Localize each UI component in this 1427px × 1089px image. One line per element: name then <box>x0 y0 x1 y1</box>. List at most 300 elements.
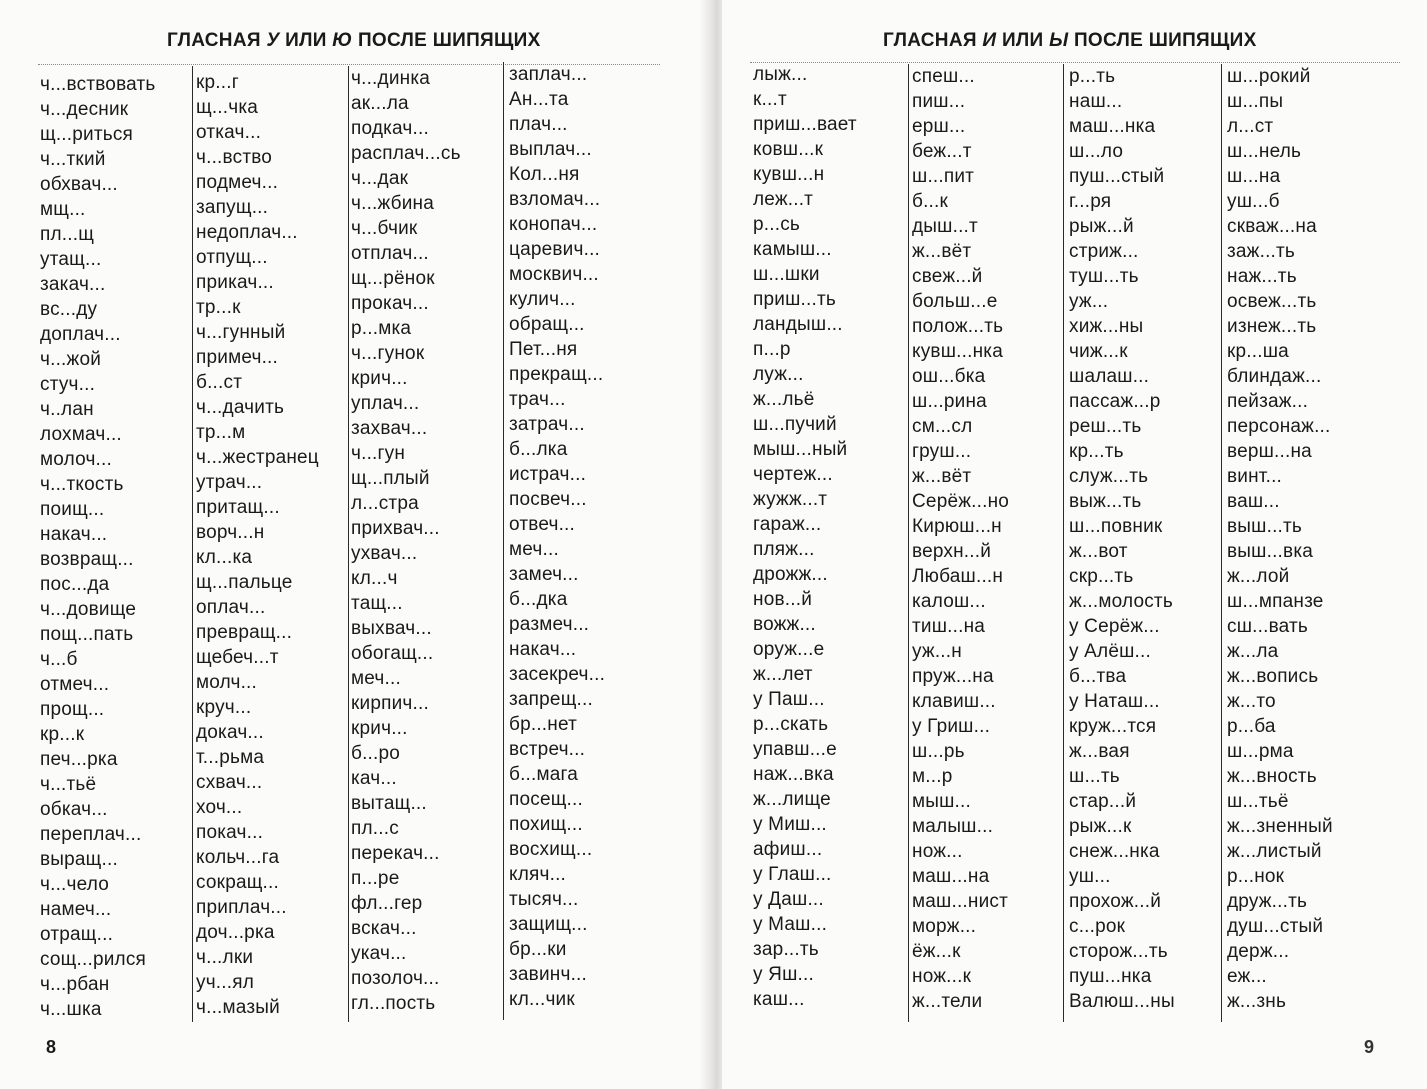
word-item: бр...ки <box>509 939 567 960</box>
word-item: тысяч... <box>509 889 579 910</box>
word-item: захвач... <box>351 418 428 439</box>
word-item: у Глаш... <box>753 864 832 885</box>
word-item: ж...зненный <box>1227 816 1333 837</box>
word-item: гл...пость <box>351 993 436 1014</box>
word-item: уш... <box>1069 866 1111 887</box>
word-item: размеч... <box>509 614 590 635</box>
word-item: уч...ял <box>196 972 255 993</box>
word-item: взломач... <box>509 189 601 210</box>
word-item: царевич... <box>509 239 601 260</box>
word-item: схвач... <box>196 772 263 793</box>
word-item: накач... <box>40 524 108 545</box>
word-item: доплач... <box>40 324 121 345</box>
word-item: реш...ть <box>1069 416 1142 437</box>
word-item: у Маш... <box>753 914 828 935</box>
word-item: ж...лище <box>753 789 831 810</box>
word-item: у Наташ... <box>1069 691 1160 712</box>
word-item: снеж...нка <box>1069 841 1160 862</box>
column-divider <box>192 66 193 1022</box>
word-item: п...ре <box>351 868 400 889</box>
word-item: приплач... <box>196 897 287 918</box>
word-item: притащ... <box>196 497 280 518</box>
word-item: щ...чка <box>196 97 259 118</box>
word-item: жужж...т <box>753 489 828 510</box>
word-item: спеш... <box>912 66 975 87</box>
word-item: щ...пальце <box>196 572 293 593</box>
word-item: ж...лой <box>1227 566 1290 587</box>
title-part: ГЛАСНАЯ <box>883 30 983 51</box>
word-item: беж...т <box>912 141 972 162</box>
word-item: оплач... <box>196 597 266 618</box>
word-item: ч...дак <box>351 168 409 189</box>
word-item: скваж...на <box>1227 216 1317 237</box>
word-item: к...т <box>753 89 787 110</box>
word-item: подмеч... <box>196 172 279 193</box>
word-item: уж... <box>1069 291 1109 312</box>
word-item: ш...рина <box>912 391 987 412</box>
word-item: ж...ла <box>1227 641 1279 662</box>
word-item: груш... <box>912 441 972 462</box>
word-item: ш...ло <box>1069 141 1124 162</box>
title-letter-i: И <box>982 30 997 51</box>
word-item: вс...ду <box>40 299 98 320</box>
word-item: молч... <box>196 672 258 693</box>
word-item: откач... <box>196 122 262 143</box>
word-item: примеч... <box>196 347 279 368</box>
word-item: наш... <box>1069 91 1123 112</box>
word-item: туш...ть <box>1069 266 1139 287</box>
word-item: выращ... <box>40 849 118 870</box>
word-item: ч...ткий <box>40 149 106 170</box>
word-item: ж...молость <box>1069 591 1173 612</box>
word-item: каш... <box>753 989 805 1010</box>
left-column-3 <box>351 66 461 1016</box>
word-item: ш...шки <box>753 264 820 285</box>
word-item: кирпич... <box>351 693 429 714</box>
word-item: нов...й <box>753 589 813 610</box>
word-item: кл...ч <box>351 568 398 589</box>
word-item: встреч... <box>509 739 586 760</box>
word-item: завинч... <box>509 964 588 985</box>
word-item: затрач... <box>509 414 585 435</box>
word-item: б...ст <box>196 372 243 393</box>
word-item: замеч... <box>509 564 579 585</box>
word-item: тр...к <box>196 297 241 318</box>
word-item: друж...ть <box>1227 891 1308 912</box>
word-item: выхвач... <box>351 618 432 639</box>
right-column-3 <box>1069 64 1175 1014</box>
word-item: тащ... <box>351 593 403 614</box>
left-page <box>0 0 706 1089</box>
word-item: стуч... <box>40 374 96 395</box>
word-item: расплач...сь <box>351 143 461 164</box>
word-item: вскач... <box>351 918 417 939</box>
word-item: дыш...т <box>912 216 978 237</box>
word-item: больш...е <box>912 291 998 312</box>
title-letter-u: У <box>266 30 280 51</box>
word-item: у Даш... <box>753 889 824 910</box>
word-item: ж...тели <box>912 991 983 1012</box>
word-item: заж...ть <box>1227 241 1296 262</box>
word-item: прикач... <box>196 272 274 293</box>
word-item: пл...с <box>351 818 399 839</box>
word-item: выж...ть <box>1069 491 1142 512</box>
word-item: доч...рка <box>196 922 275 943</box>
word-item: щебеч...т <box>196 647 279 668</box>
word-item: засекреч... <box>509 664 606 685</box>
word-item: нож...к <box>912 966 972 987</box>
word-item: кляч... <box>509 864 567 885</box>
word-item: ухвач... <box>351 543 418 564</box>
word-item: оруж...е <box>753 639 825 660</box>
word-item: блиндаж... <box>1227 366 1322 387</box>
word-item: ош...бка <box>912 366 986 387</box>
word-item: ч...мазый <box>196 997 280 1018</box>
word-item: сторож...ть <box>1069 941 1168 962</box>
word-item: пейзаж... <box>1227 391 1309 412</box>
word-item: стар...й <box>1069 791 1137 812</box>
word-item: тиш...на <box>912 616 986 637</box>
word-item: ландыш... <box>753 314 843 335</box>
word-item: хиж...ны <box>1069 316 1144 337</box>
column-divider <box>1221 64 1222 1022</box>
word-item: ш...ть <box>1069 766 1120 787</box>
word-item: вожж... <box>753 614 816 635</box>
word-item: ж...то <box>1227 691 1276 712</box>
word-item: восхищ... <box>509 839 593 860</box>
word-item: обогащ... <box>351 643 434 664</box>
word-item: утащ... <box>40 249 102 270</box>
word-item: отплач... <box>351 243 429 264</box>
word-item: р...сь <box>753 214 801 235</box>
word-item: ч...жбина <box>351 193 435 214</box>
word-item: леж...т <box>753 189 814 210</box>
word-item: Валюш...ны <box>1069 991 1175 1012</box>
word-item: у Серёж... <box>1069 616 1160 637</box>
word-item: кувш...нка <box>912 341 1003 362</box>
word-item: ч...жой <box>40 349 102 370</box>
left-column-2 <box>196 70 319 1020</box>
word-item: ш...мпанзе <box>1227 591 1324 612</box>
word-item: кр...г <box>196 72 239 93</box>
word-item: докач... <box>196 722 264 743</box>
word-item: ш...пучий <box>753 414 837 435</box>
word-item: мыш... <box>912 791 971 812</box>
word-item: приш...ть <box>753 289 836 310</box>
word-item: рыж...й <box>1069 216 1134 237</box>
word-item: вытащ... <box>351 793 427 814</box>
word-item: запущ... <box>196 197 269 218</box>
word-item: ваш... <box>1227 491 1280 512</box>
left-column-4 <box>509 62 605 1012</box>
word-item: мщ... <box>40 199 86 220</box>
word-item: похищ... <box>509 814 583 835</box>
word-item: покач... <box>196 822 264 843</box>
word-item: полож...ть <box>912 316 1004 337</box>
word-item: р...ть <box>1069 66 1116 87</box>
word-item: кл...ка <box>196 547 253 568</box>
word-item: ж...вёт <box>912 466 972 487</box>
word-item: ж...вность <box>1227 766 1317 787</box>
word-item: Кол...ня <box>509 164 580 185</box>
title-part: ИЛИ <box>279 30 333 51</box>
word-item: меч... <box>351 668 401 689</box>
word-item: ковш...к <box>753 139 824 160</box>
word-item: кл...чик <box>509 989 575 1010</box>
word-item: б...тва <box>1069 666 1127 687</box>
word-item: р...нок <box>1227 866 1285 887</box>
word-item: ч...лки <box>196 947 254 968</box>
word-item: ч...бчик <box>351 218 418 239</box>
word-item: нож... <box>912 841 963 862</box>
word-item: утрач... <box>196 472 263 493</box>
word-item: ш...на <box>1227 166 1281 187</box>
word-item: ш...нель <box>1227 141 1302 162</box>
column-divider <box>908 64 909 1022</box>
word-item: ч...гунный <box>196 322 286 343</box>
right-column-2 <box>912 64 1009 1014</box>
word-item: ж...вёт <box>912 241 972 262</box>
word-item: истрач... <box>509 464 587 485</box>
word-item: отмеч... <box>40 674 110 695</box>
word-item: крич... <box>351 368 408 389</box>
word-item: пос...да <box>40 574 110 595</box>
word-item: наж...ть <box>1227 266 1297 287</box>
word-item: пиш... <box>912 91 966 112</box>
word-item: подкач... <box>351 118 429 139</box>
word-item: бр...нет <box>509 714 578 735</box>
word-item: приш...вает <box>753 114 857 135</box>
word-item: скр...ть <box>1069 566 1134 587</box>
word-item: см...сл <box>912 416 973 437</box>
page-number: 9 <box>1364 1037 1375 1057</box>
word-item: печ...рка <box>40 749 118 770</box>
word-item: клавиш... <box>912 691 996 712</box>
word-item: р...скать <box>753 714 829 735</box>
word-item: луж... <box>753 364 804 385</box>
word-item: защищ... <box>509 914 588 935</box>
word-item: лохмач... <box>40 424 122 445</box>
word-item: ш...рь <box>912 741 965 762</box>
title-part: ПОСЛЕ ШИПЯЩИХ <box>352 30 541 51</box>
word-item: Ан...та <box>509 89 569 110</box>
title-letter-yu: Ю <box>332 30 353 51</box>
word-item: обращ... <box>509 314 585 335</box>
word-item: г...ря <box>1069 191 1112 212</box>
word-item: ш...повник <box>1069 516 1163 537</box>
right-page-title <box>883 30 1257 52</box>
word-item: хоч... <box>196 797 243 818</box>
word-item: ворч...н <box>196 522 265 543</box>
column-divider <box>503 62 504 1020</box>
word-item: ч...чело <box>40 874 110 895</box>
word-item: ж...вая <box>1069 741 1130 762</box>
word-item: рыж...к <box>1069 816 1132 837</box>
word-item: ш...тьё <box>1227 791 1289 812</box>
word-item: щ...рёнок <box>351 268 435 289</box>
word-item: ч...довище <box>40 599 137 620</box>
word-item: стриж... <box>1069 241 1139 262</box>
word-item: круч... <box>196 697 252 718</box>
word-item: превращ... <box>196 622 293 643</box>
word-item: сощ...рился <box>40 949 147 970</box>
word-item: уш...б <box>1227 191 1280 212</box>
word-item: малыш... <box>912 816 994 837</box>
word-item: чиж...к <box>1069 341 1128 362</box>
word-item: обкач... <box>40 799 108 820</box>
title-letter-y: Ы <box>1049 30 1069 51</box>
word-item: возвращ... <box>40 549 134 570</box>
word-item: пуш...стый <box>1069 166 1165 187</box>
word-item: ч...гун <box>351 443 406 464</box>
word-item: у Яш... <box>753 964 814 985</box>
word-item: ч...жестранец <box>196 447 319 468</box>
word-item: кр...к <box>40 724 85 745</box>
word-item: кач... <box>351 768 397 789</box>
word-item: ж...знь <box>1227 991 1287 1012</box>
word-item: ч...тьё <box>40 774 97 795</box>
word-item: тр...м <box>196 422 246 443</box>
word-item: персонаж... <box>1227 416 1331 437</box>
word-item: б...мага <box>509 764 579 785</box>
word-item: выплач... <box>509 139 592 160</box>
word-item: выш...вка <box>1227 541 1314 562</box>
word-item: свеж...й <box>912 266 983 287</box>
word-item: п...р <box>753 339 791 360</box>
word-item: фл...гер <box>351 893 423 914</box>
word-item: кр...ть <box>1069 441 1124 462</box>
word-item: калош... <box>912 591 986 612</box>
word-item: щ...риться <box>40 124 134 145</box>
word-item: ч...гунок <box>351 343 425 364</box>
word-item: л...ст <box>1227 116 1274 137</box>
word-item: морж... <box>912 916 977 937</box>
word-item: ч...рбан <box>40 974 110 995</box>
right-page <box>722 0 1427 1089</box>
word-item: трач... <box>509 389 566 410</box>
word-item: запрещ... <box>509 689 593 710</box>
word-item: ж...вот <box>1069 541 1128 562</box>
word-item: прекращ... <box>509 364 604 385</box>
word-item: прощ... <box>40 699 105 720</box>
word-item: у Алёш... <box>1069 641 1151 662</box>
word-item: ш...пит <box>912 166 975 187</box>
word-item: ч..лан <box>40 399 94 420</box>
word-item: упавш...е <box>753 739 837 760</box>
word-item: сокращ... <box>196 872 279 893</box>
word-item: москвич... <box>509 264 599 285</box>
word-item: щ...плый <box>351 468 430 489</box>
word-item: отпущ... <box>196 247 268 268</box>
title-part: ГЛАСНАЯ <box>167 30 267 51</box>
left-column-1 <box>40 72 156 1022</box>
word-item: ч...вство <box>196 147 273 168</box>
word-item: кольч...га <box>196 847 280 868</box>
word-item: ч...шка <box>40 999 102 1020</box>
word-item: перекач... <box>351 843 440 864</box>
word-item: посещ... <box>509 789 583 810</box>
word-item: б...к <box>912 191 949 212</box>
word-item: еж... <box>1227 966 1267 987</box>
word-item: у Миш... <box>753 814 827 835</box>
word-item: накач... <box>509 639 577 660</box>
word-item: дрожж... <box>753 564 828 585</box>
left-page-title <box>167 30 541 52</box>
word-item: крич... <box>351 718 408 739</box>
word-item: закач... <box>40 274 106 295</box>
word-item: плач... <box>509 114 568 135</box>
word-item: ч...десник <box>40 99 129 120</box>
word-item: ж...лет <box>753 664 813 685</box>
word-item: отвеч... <box>509 514 576 535</box>
word-item: Серёж...но <box>912 491 1010 512</box>
word-item: переплач... <box>40 824 142 845</box>
word-item: шалаш... <box>1069 366 1150 387</box>
word-item: ч...вствовать <box>40 74 156 95</box>
word-item: ч...ткость <box>40 474 124 495</box>
word-item: ш...рма <box>1227 741 1294 762</box>
word-item: пляж... <box>753 539 815 560</box>
word-item: круж...тся <box>1069 716 1157 737</box>
word-item: недоплач... <box>196 222 298 243</box>
right-column-4 <box>1227 64 1333 1014</box>
word-item: намеч... <box>40 899 112 920</box>
column-divider <box>348 66 349 1022</box>
word-item: молоч... <box>40 449 112 470</box>
word-item: ак...ла <box>351 93 409 114</box>
word-item: кулич... <box>509 289 576 310</box>
word-item: гараж... <box>753 514 822 535</box>
word-item: б...ро <box>351 743 401 764</box>
word-item: выш...ть <box>1227 516 1303 537</box>
word-item: маш...нка <box>1069 116 1156 137</box>
word-item: зар...ть <box>753 939 819 960</box>
page-number: 8 <box>46 1037 57 1057</box>
word-item: конопач... <box>509 214 598 235</box>
word-item: верш...на <box>1227 441 1312 462</box>
word-item: ж...вопись <box>1227 666 1319 687</box>
word-item: Любаш...н <box>912 566 1004 587</box>
word-item: ж...листый <box>1227 841 1322 862</box>
word-item: ш...рокий <box>1227 66 1311 87</box>
right-column-1 <box>753 62 857 1012</box>
word-item: мыш...ный <box>753 439 848 460</box>
word-item: ч...дачить <box>196 397 285 418</box>
word-item: пуш...нка <box>1069 966 1152 987</box>
word-item: пассаж...р <box>1069 391 1161 412</box>
word-item: прохож...й <box>1069 891 1162 912</box>
word-item: камыш... <box>753 239 832 260</box>
word-item: служ...ть <box>1069 466 1149 487</box>
word-item: с...рок <box>1069 916 1126 937</box>
word-item: ерш... <box>912 116 966 137</box>
word-item: прокач... <box>351 293 429 314</box>
word-item: м...р <box>912 766 953 787</box>
word-item: пл...щ <box>40 224 95 245</box>
word-item: ч...динка <box>351 68 431 89</box>
word-item: ч...б <box>40 649 78 670</box>
word-item: укач... <box>351 943 407 964</box>
title-part: ПОСЛЕ ШИПЯЩИХ <box>1068 30 1257 51</box>
word-item: сш...вать <box>1227 616 1309 637</box>
word-item: б...лка <box>509 439 568 460</box>
word-item: р...мка <box>351 318 412 339</box>
word-item: ш...пы <box>1227 91 1284 112</box>
word-item: держ... <box>1227 941 1290 962</box>
word-item: поищ... <box>40 499 105 520</box>
word-item: пруж...на <box>912 666 994 687</box>
word-item: отращ... <box>40 924 114 945</box>
